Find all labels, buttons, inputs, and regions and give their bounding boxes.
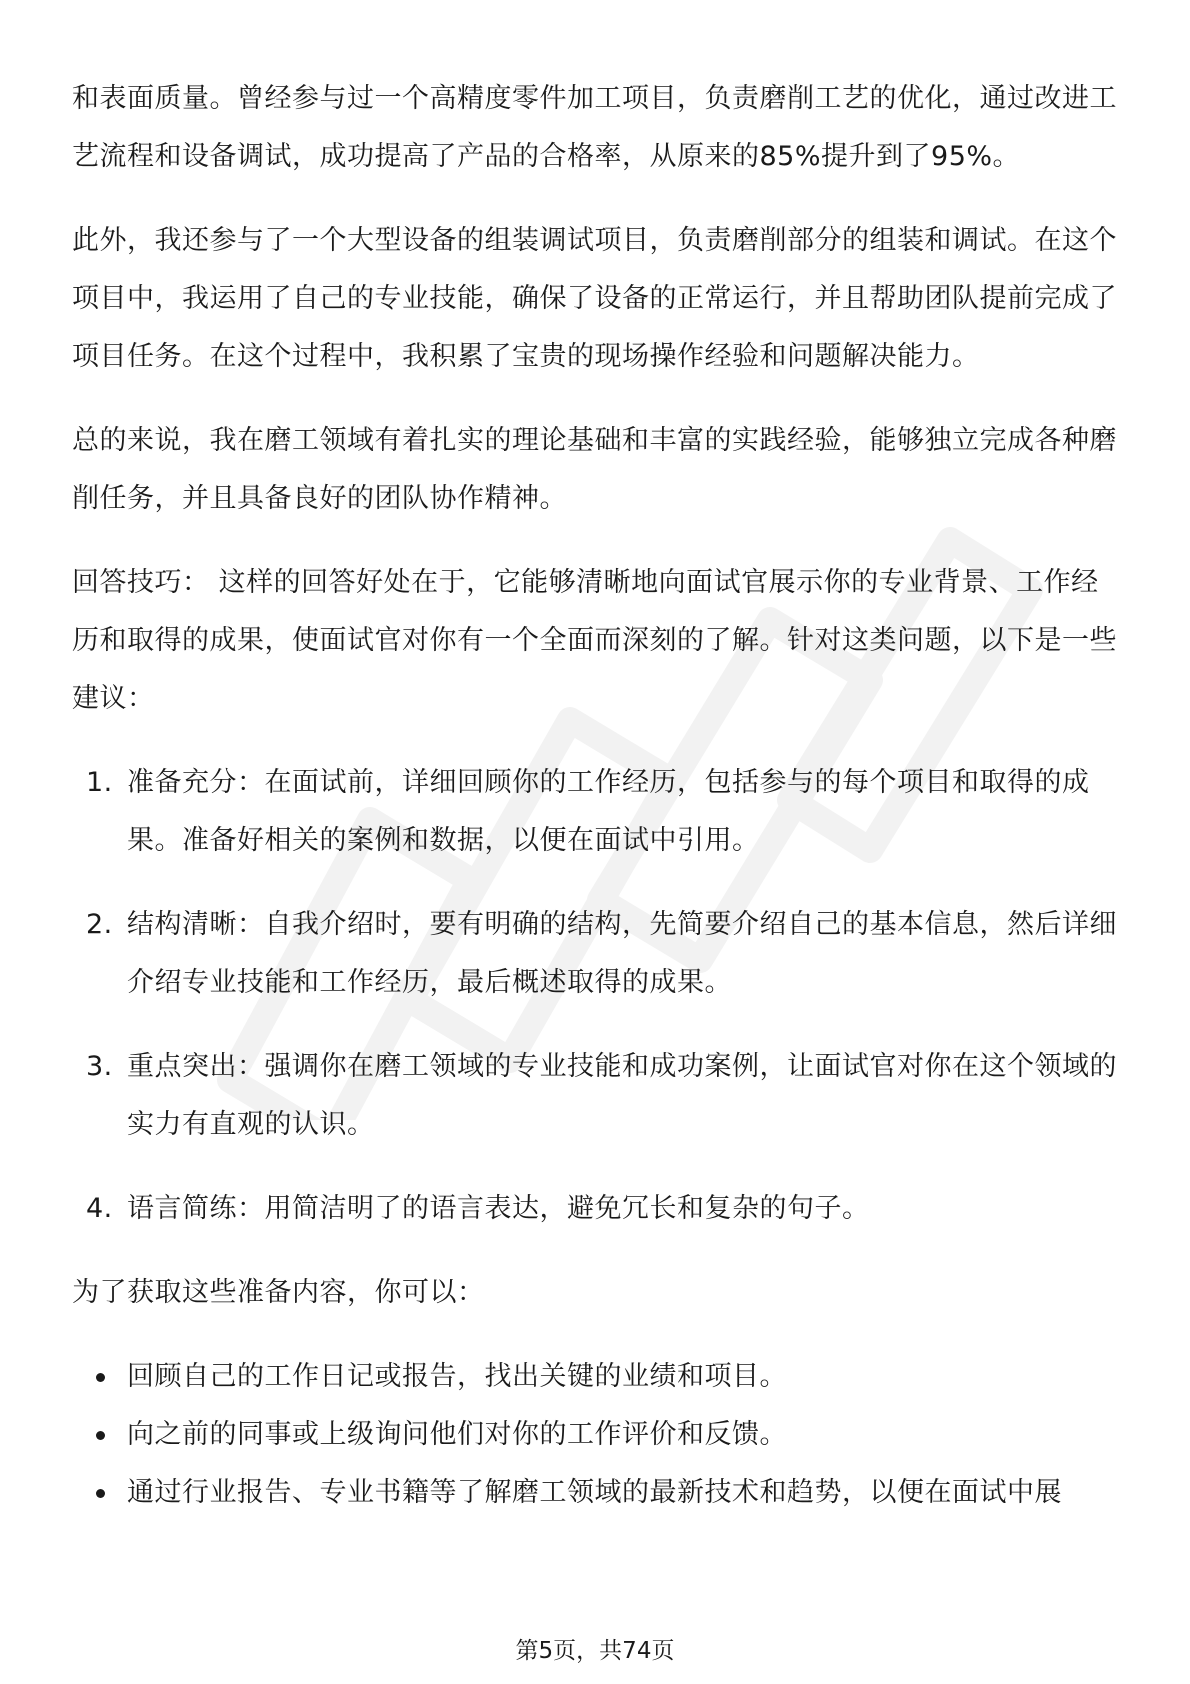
list-number: 4. [86, 1193, 113, 1224]
paragraph-prep-intro: 为了获取这些准备内容，你可以： [72, 1277, 485, 1308]
suggestion-item [72, 896, 1122, 1012]
suggestion-item [72, 1038, 1122, 1154]
list-item-text: 通过行业报告、专业书籍等了解磨工领域的最新技术和趋势，以便在面试中展 [127, 1477, 1062, 1508]
list-number: 3. [86, 1051, 113, 1082]
suggestion-text: 准备充分：在面试前，详细回顾你的工作经历，包括参与的每个项目和取得的成果。准备好相关的案例和数据，以便在面试中引用。 [127, 767, 1090, 856]
list-item [72, 1406, 1122, 1464]
suggestion-text: 重点突出：强调你在磨工领域的专业技能和成功案例，让面试官对你在这个领域的实力有直观的认识。 [127, 1051, 1117, 1140]
paragraph-answer-tips: 回答技巧： 这样的回答好处在于，它能够清晰地向面试官展示你的专业背景、工作经历和取得的成果，使面试官对你有一个全面而深刻的了解。针对这类问题，以下是一些建议： [72, 567, 1117, 714]
list-number: 2. [86, 909, 113, 940]
suggestion-text: 语言简练：用简洁明了的语言表达，避免冗长和复杂的句子。 [127, 1193, 870, 1224]
prep-method-list [72, 1348, 1122, 1522]
bullet-icon [96, 1431, 105, 1440]
suggestion-text: 结构清晰：自我介绍时，要有明确的结构，先简要介绍自己的基本信息，然后详细介绍专业技能和工作经历，最后概述取得的成果。 [127, 909, 1117, 998]
paragraph-summary: 总的来说，我在磨工领域有着扎实的理论基础和丰富的实践经验，能够独立完成各种磨削任务，并且具备良好的团队协作精神。 [72, 425, 1117, 514]
bullet-icon [96, 1489, 105, 1498]
page-footer: 第5页，共74页 [515, 1638, 675, 1664]
paragraph-assembly-project: 此外，我还参与了一个大型设备的组装调试项目，负责磨削部分的组装和调试。在这个项目中，我运用了自己的专业技能，确保了设备的正常运行，并且帮助团队提前完成了项目任务。在这个过程中，我积累了宝贵的现场操作经验和问题解决能力。 [72, 225, 1117, 372]
list-item-text: 向之前的同事或上级询问他们对你的工作评价和反馈。 [127, 1419, 787, 1450]
document-page [72, 70, 1122, 1522]
suggestion-item [72, 1180, 1122, 1238]
list-number: 1. [86, 767, 113, 798]
bullet-icon [96, 1373, 105, 1382]
paragraph-skills-experience: 和表面质量。曾经参与过一个高精度零件加工项目，负责磨削工艺的优化，通过改进工艺流程和设备调试，成功提高了产品的合格率，从原来的85%提升到了95%。 [72, 83, 1117, 172]
suggestion-item [72, 754, 1122, 870]
suggestion-list [72, 754, 1122, 1238]
list-item [72, 1464, 1122, 1522]
list-item-text: 回顾自己的工作日记或报告，找出关键的业绩和项目。 [127, 1361, 787, 1392]
list-item [72, 1348, 1122, 1406]
